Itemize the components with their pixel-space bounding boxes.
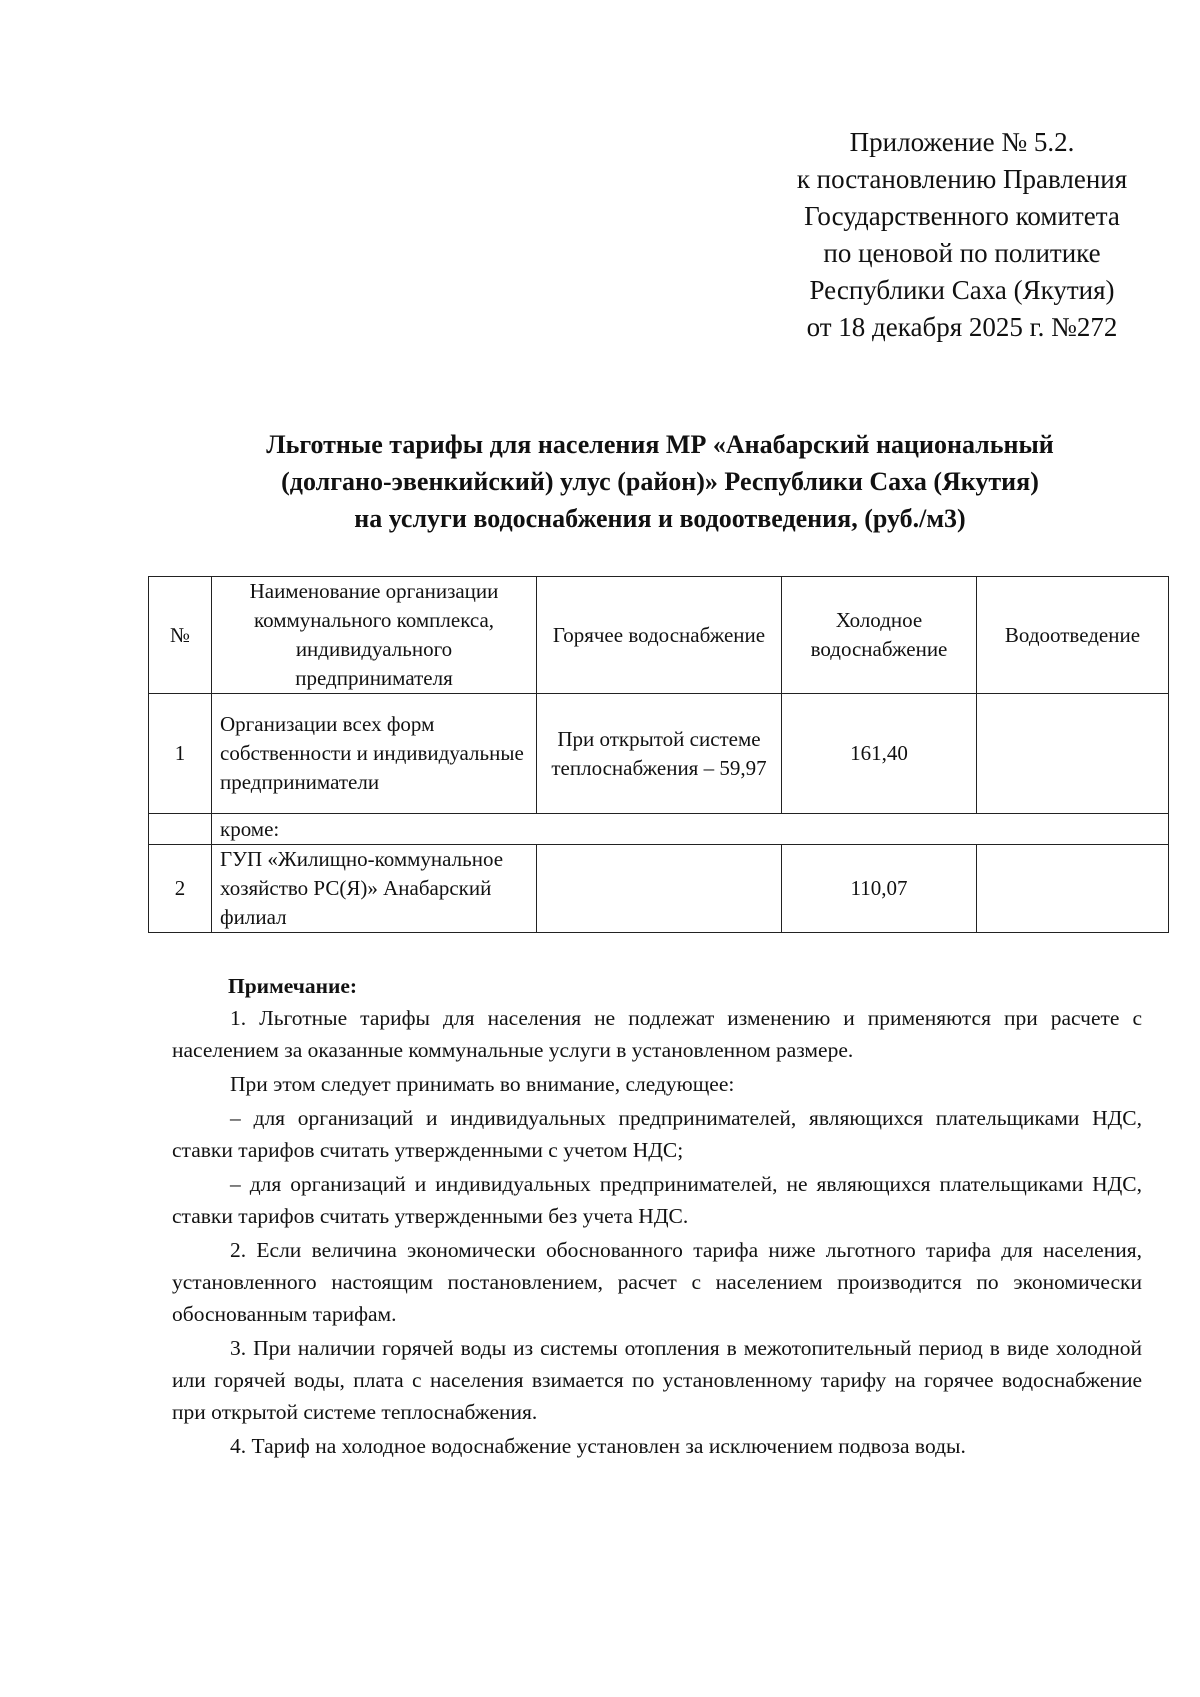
row-2-sewerage [977,845,1169,933]
table-row [149,845,1169,933]
table-row [149,694,1169,814]
note-1-non-vat-payers: – для организаций и индивидуальных предпринимателей, не являющихся плательщиками НДС, ставки тарифов считать утвержденными без учета НДС. [172,1172,1142,1228]
header-sewerage: Водоотведение [977,577,1169,694]
row-1-cold-water: 161,40 [782,694,977,814]
appendix-line-committee: Государственного комитета [804,201,1120,231]
appendix-line-number: Приложение № 5.2. [849,127,1075,157]
row-2-num: 2 [149,845,212,933]
note-4: 4. Тариф на холодное водоснабжение установлен за исключением подвоза воды. [230,1434,966,1458]
note-1: 1. Льготные тарифы для населения не подлежат изменению и применяются при расчете с населением за оказанные коммунальные услуги в установленном размере. [172,1006,1142,1062]
tariffs-table [148,576,1169,933]
row-1-num: 1 [149,694,212,814]
appendix-line-date: от 18 декабря 2025 г. №272 [806,312,1118,342]
note-1-intro: При этом следует принимать во внимание, следующее: [230,1072,735,1096]
row-2-org: ГУП «Жилищно-коммунальное хозяйство РС(Я)» Анабарский филиал [212,845,537,933]
header-org: Наименование организации коммунального комплекса, индивидуального предпринимателя [212,577,537,694]
row-2-hot-water [537,845,782,933]
document-title [120,426,1200,537]
notes-section [172,970,1142,1462]
table-row-except [149,814,1169,845]
title-line-2: (долгано-эвенкийский) улус (район)» Республики Саха (Якутия) [281,467,1039,496]
title-line-3: на услуги водоснабжения и водоотведения, (руб./м3) [354,504,966,533]
row-1-hot-water: При открытой системе теплоснабжения – 59,97 [537,694,782,814]
note-3: 3. При наличии горячей воды из системы отопления в межотопительный период в виде холодной или горячей воды, плата с населения взимается по установленному тарифу на горячее водоснабжение при открытой системе теплоснабжения. [172,1336,1142,1424]
header-hot-water: Горячее водоснабжение [537,577,782,694]
appendix-header [760,124,1164,346]
appendix-line-resolution: к постановлению Правления [796,164,1128,194]
appendix-line-republic: Республики Саха (Якутия) [809,275,1115,305]
note-1-vat-payers: – для организаций и индивидуальных предпринимателей, являющихся плательщиками НДС, ставки тарифов считать утвержденными с учетом НДС; [172,1106,1142,1162]
header-num: № [149,577,212,694]
title-line-1: Льготные тарифы для населения МР «Анабарский национальный [266,430,1054,459]
except-num-cell [149,814,212,845]
notes-title: Примечание: [228,974,358,998]
row-1-sewerage [977,694,1169,814]
header-cold-water: Холодное водоснабжение [782,577,977,694]
appendix-line-policy: по ценовой по политике [823,238,1101,268]
table-header-row [149,577,1169,694]
except-label: кроме: [212,814,1169,845]
row-1-org: Организации всех форм собственности и индивидуальные предприниматели [212,694,537,814]
note-2: 2. Если величина экономически обоснованного тарифа ниже льготного тарифа для населения, установленного настоящим постановлением, расчет с населением производится по экономически обоснованным тарифам. [172,1238,1142,1326]
row-2-cold-water: 110,07 [782,845,977,933]
